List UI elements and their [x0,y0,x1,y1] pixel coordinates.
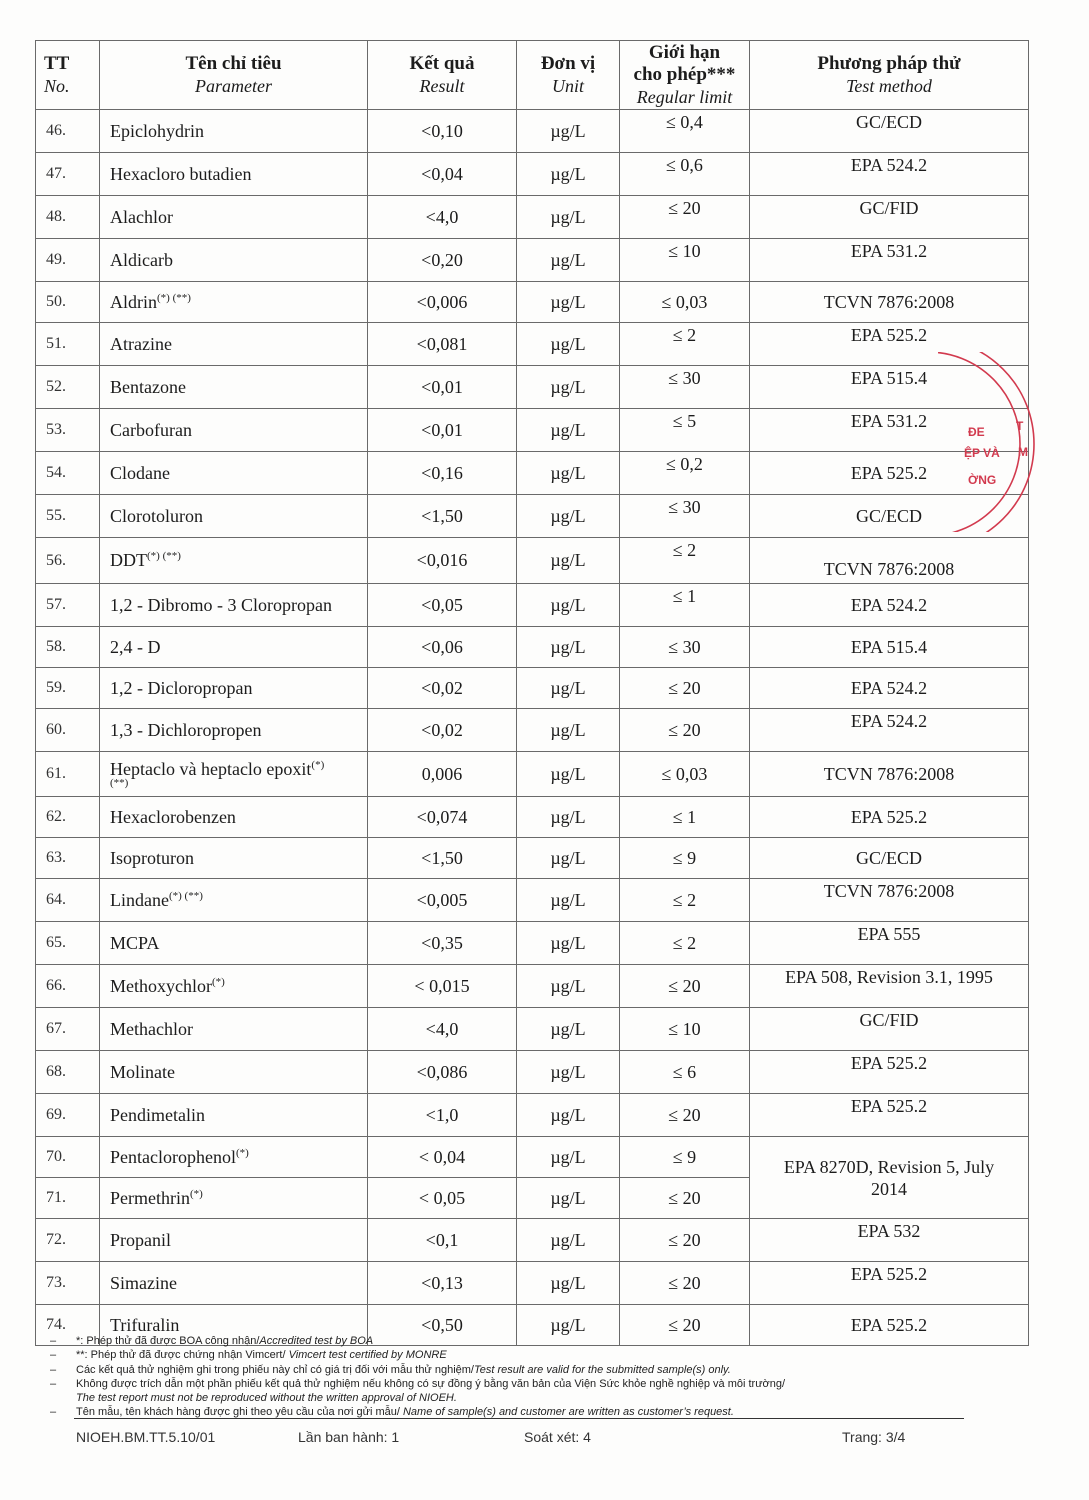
method-cell: EPA 525.2 [750,452,1029,495]
result-cell: <0,1 [368,1219,517,1262]
limit-cell: ≤ 30 [620,495,750,538]
table-row [36,1008,1029,1051]
result-cell: <0,02 [368,709,517,752]
unit-cell: µg/L [517,153,620,196]
result-cell: <0,01 [368,409,517,452]
unit-cell: µg/L [517,797,620,838]
row-number: 68. [36,1051,100,1094]
parameter-name: Methoxychlor [110,975,212,996]
footnote-marker-line2: (**) [110,777,129,789]
result-cell: <4,0 [368,196,517,239]
unit-cell: µg/L [517,366,620,409]
parameter-cell [100,282,368,323]
result-cell: <1,50 [368,838,517,879]
unit-cell: µg/L [517,1051,620,1094]
header-parameter: Tên chỉ tiêu Parameter [100,41,368,110]
limit-cell: ≤ 1 [620,797,750,838]
row-number: 54. [36,452,100,495]
unit-cell: µg/L [517,1178,620,1219]
table-row [36,495,1029,538]
method-cell: GC/ECD [750,495,1029,538]
parameter-name: Pentaclorophenol [110,1146,236,1167]
footnote-marker: (*) [211,975,225,988]
row-number: 71. [36,1178,100,1219]
limit-cell: ≤ 30 [620,366,750,409]
parameter-cell [100,627,368,668]
result-cell: <0,02 [368,668,517,709]
parameter-name: Carbofuran [110,419,192,440]
parameter-name: MCPA [110,932,160,953]
table-row [36,366,1029,409]
review: Soát xét: 4 [524,1429,591,1445]
parameter-name: Methachlor [110,1018,193,1039]
unit-cell: µg/L [517,879,620,922]
method-cell: GC/ECD [750,110,1029,153]
unit-cell: µg/L [517,282,620,323]
method-cell: EPA 525.2 [750,1094,1029,1137]
parameter-name: Alachlor [110,206,173,227]
results-table [35,40,1029,1346]
parameter-name: 1,3 - Dichloropropen [110,719,262,740]
stamp-text-fragment: ỜNG [968,473,997,487]
limit-cell: ≤ 0,6 [620,153,750,196]
limit-cell: ≤ 30 [620,627,750,668]
parameter-name: Isoproturon [110,847,194,868]
limit-cell: ≤ 9 [620,1137,750,1178]
table-row [36,838,1029,879]
row-number: 64. [36,879,100,922]
table-row [36,282,1029,323]
method-cell: EPA 525.2 [750,1262,1029,1305]
row-number: 58. [36,627,100,668]
footnotes [50,1334,980,1420]
parameter-cell [100,1262,368,1305]
result-cell: <0,006 [368,282,517,323]
parameter-name: Aldicarb [110,249,173,270]
parameter-cell [100,838,368,879]
unit-cell: µg/L [517,1219,620,1262]
note-validity: – Các kết quả thử nghiệm ghi trong phiếu này chỉ có giá trị đối với mẫu thử nghiệm/Test result are valid for the submitted sample(s) only. [50,1363,731,1376]
parameter-name: Hexacloro butadien [110,163,252,184]
table-header-row [36,41,1029,110]
parameter-name: Atrazine [110,333,172,354]
row-number: 47. [36,153,100,196]
parameter-name: Lindane [110,889,169,910]
note-vimcert: – **: Phép thử đã được chứng nhận Vimcert/ Vimcert test certified by MONRE [50,1349,447,1362]
method-cell: EPA 515.4 [750,627,1029,668]
parameter-name: Pendimetalin [110,1104,205,1125]
table-row [36,1137,1029,1178]
row-number: 60. [36,709,100,752]
result-cell: <0,16 [368,452,517,495]
row-number: 67. [36,1008,100,1051]
parameter-cell [100,538,368,584]
unit-cell: µg/L [517,752,620,797]
unit-cell: µg/L [517,495,620,538]
parameter-name: Aldrin [110,291,157,312]
parameter-name: Bentazone [110,376,186,397]
table-row [36,922,1029,965]
limit-cell: ≤ 20 [620,1219,750,1262]
result-cell: <4,0 [368,1008,517,1051]
header-no: TT No. [36,41,100,110]
row-number: 61. [36,752,100,797]
result-cell: < 0,04 [368,1137,517,1178]
note-accredited: – *: Phép thử đã được BOA công nhận/Accredited test by BOA [50,1335,374,1347]
parameter-cell [100,366,368,409]
unit-cell: µg/L [517,1008,620,1051]
stamp-text-fragment: M [1018,445,1028,459]
stamp-text-fragment: ỆP VÀ [964,446,1000,460]
row-number: 50. [36,282,100,323]
parameter-cell [100,922,368,965]
method-cell: EPA 524.2 [750,709,1029,752]
result-cell: < 0,015 [368,965,517,1008]
result-cell: <1,50 [368,495,517,538]
parameter-name: 1,2 - Dibromo - 3 Cloropropan [110,594,332,615]
form-code: NIOEH.BM.TT.5.10/01 [76,1429,216,1445]
method-cell: GC/FID [750,1008,1029,1051]
limit-cell: ≤ 2 [620,538,750,584]
table-row [36,1262,1029,1305]
parameter-cell [100,409,368,452]
row-number: 70. [36,1137,100,1178]
unit-cell: µg/L [517,538,620,584]
header-limit: Giới hạn cho phép*** Regular limit [620,41,750,110]
result-cell: <0,13 [368,1262,517,1305]
result-cell: <0,086 [368,1051,517,1094]
limit-cell: ≤ 20 [620,1094,750,1137]
unit-cell: µg/L [517,239,620,282]
result-cell: <0,06 [368,627,517,668]
table-row [36,965,1029,1008]
unit-cell: µg/L [517,965,620,1008]
unit-cell: µg/L [517,668,620,709]
header-result: Kết quả Result [368,41,517,110]
table-row [36,1094,1029,1137]
stamp-text-fragment: T [1016,419,1024,433]
table-row [36,584,1029,627]
limit-cell: ≤ 20 [620,1262,750,1305]
parameter-name: Heptaclo và heptaclo epoxit [110,759,312,779]
parameter-name: 1,2 - Dicloropropan [110,677,253,698]
limit-cell: ≤ 20 [620,1305,750,1346]
limit-cell: ≤ 6 [620,1051,750,1094]
table-row [36,668,1029,709]
table-row [36,709,1029,752]
unit-cell: µg/L [517,627,620,668]
edition: Lần ban hành: 1 [298,1429,400,1445]
header-unit: Đơn vị Unit [517,41,620,110]
limit-cell: ≤ 2 [620,323,750,366]
parameter-name: Clorotoluron [110,505,203,526]
limit-cell: ≤ 2 [620,922,750,965]
table-row [36,1219,1029,1262]
parameter-name: Clodane [110,462,170,483]
row-number: 52. [36,366,100,409]
unit-cell: µg/L [517,452,620,495]
limit-cell: ≤ 1 [620,584,750,627]
footnote-marker: (*) (**) [147,550,181,562]
method-cell: EPA 531.2 [750,239,1029,282]
table-row [36,752,1029,797]
parameter-cell [100,584,368,627]
parameter-name: Propanil [110,1229,171,1250]
footnote-marker: (*) (**) [168,889,203,902]
table-row [36,323,1029,366]
footnote-marker: (*) [235,1146,249,1159]
parameter-name: Epiclohydrin [110,120,204,141]
parameter-name: Hexaclorobenzen [110,806,236,827]
limit-cell: ≤ 20 [620,1178,750,1219]
table-row [36,797,1029,838]
row-number: 56. [36,538,100,584]
unit-cell: µg/L [517,1305,620,1346]
method-cell: EPA 525.2 [750,323,1029,366]
parameter-cell [100,196,368,239]
parameter-cell [100,495,368,538]
header-method: Phương pháp thử Test method [750,41,1029,110]
method-cell: TCVN 7876:2008 [750,282,1029,323]
row-number: 51. [36,323,100,366]
row-number: 69. [36,1094,100,1137]
table-row [36,879,1029,922]
result-cell: <0,005 [368,879,517,922]
result-cell: <0,01 [368,366,517,409]
result-cell: <0,10 [368,110,517,153]
method-cell: EPA 555 [750,922,1029,965]
parameter-cell [100,1094,368,1137]
row-number: 53. [36,409,100,452]
parameter-cell [100,1051,368,1094]
row-number: 62. [36,797,100,838]
method-cell: EPA 515.4 [750,366,1029,409]
method-cell: TCVN 7876:2008 [750,879,1029,922]
table-row [36,409,1029,452]
unit-cell: µg/L [517,110,620,153]
result-cell: <0,20 [368,239,517,282]
table-row [36,196,1029,239]
row-number: 57. [36,584,100,627]
method-cell: TCVN 7876:2008 [750,752,1029,797]
note-sample-name: – Tên mẫu, tên khách hàng được ghi theo yêu cầu của nơi gửi mẫu/ Name of sample(s) and customer are written as customer’s request. [50,1406,734,1419]
table-row [36,153,1029,196]
parameter-name: 2,4 - D [110,636,161,657]
limit-cell: ≤ 0,03 [620,282,750,323]
row-number: 49. [36,239,100,282]
row-number: 66. [36,965,100,1008]
parameter-cell [100,1219,368,1262]
parameter-cell [100,323,368,366]
limit-cell: ≤ 10 [620,1008,750,1051]
parameter-name: Permethrin [110,1187,190,1208]
method-cell: TCVN 7876:2008 [750,538,1029,584]
unit-cell: µg/L [517,1137,620,1178]
parameter-cell [100,965,368,1008]
limit-cell: ≤ 0,03 [620,752,750,797]
limit-cell: ≤ 0,4 [620,110,750,153]
row-number: 72. [36,1219,100,1262]
parameter-name: DDT [110,550,147,570]
footnote-marker: (*) [189,1187,203,1200]
method-cell: EPA 525.2 [750,797,1029,838]
row-number: 48. [36,196,100,239]
unit-cell: µg/L [517,1262,620,1305]
table-row [36,452,1029,495]
footnote-marker: (*) (**) [157,291,191,304]
unit-cell: µg/L [517,709,620,752]
row-number: 59. [36,668,100,709]
limit-cell: ≤ 20 [620,196,750,239]
result-cell: <0,50 [368,1305,517,1346]
page-number: Trang: 3/4 [842,1429,906,1445]
parameter-name: Simazine [110,1272,177,1293]
table-row [36,1051,1029,1094]
limit-cell: ≤ 20 [620,668,750,709]
limit-cell: ≤ 20 [620,965,750,1008]
row-number: 74. [36,1305,100,1346]
unit-cell: µg/L [517,323,620,366]
method-cell: EPA 508, Revision 3.1, 1995 [750,965,1029,1008]
unit-cell: µg/L [517,409,620,452]
parameter-cell [100,879,368,922]
parameter-name: Trifuralin [110,1314,180,1335]
unit-cell: µg/L [517,1094,620,1137]
method-cell: EPA 525.2 [750,1305,1029,1346]
row-number: 63. [36,838,100,879]
method-cell: EPA 525.2 [750,1051,1029,1094]
note-reproduction: – Không được trích dẫn một phần phiếu kết quả thử nghiệm nếu không có sự đồng ý bằng văn bản của Viện Sức khỏe nghề nghiệp và môi trường/ The test report must not be reproduced without the written approval of NIOEH. [50,1377,786,1405]
unit-cell: µg/L [517,196,620,239]
limit-cell: ≤ 0,2 [620,452,750,495]
parameter-cell [100,153,368,196]
method-cell: EPA 524.2 [750,668,1029,709]
row-number: 65. [36,922,100,965]
unit-cell: µg/L [517,838,620,879]
parameter-cell [100,110,368,153]
parameter-cell [100,752,368,797]
result-cell: <1,0 [368,1094,517,1137]
table-row [36,538,1029,584]
result-cell: <0,04 [368,153,517,196]
method-cell: EPA 524.2 [750,584,1029,627]
parameter-cell [100,709,368,752]
stamp-text-fragment: ĐE [968,425,985,439]
footer-divider [74,1418,964,1419]
limit-cell: ≤ 9 [620,838,750,879]
table-row [36,627,1029,668]
result-cell: <0,081 [368,323,517,366]
limit-cell: ≤ 10 [620,239,750,282]
result-cell: <0,074 [368,797,517,838]
method-cell: GC/ECD [750,838,1029,879]
parameter-cell [100,1008,368,1051]
parameter-cell [100,668,368,709]
result-cell: < 0,05 [368,1178,517,1219]
row-number: 73. [36,1262,100,1305]
limit-cell: ≤ 5 [620,409,750,452]
parameter-cell [100,797,368,838]
limit-cell: ≤ 2 [620,879,750,922]
parameter-cell [100,239,368,282]
limit-cell: ≤ 20 [620,709,750,752]
method-cell: EPA 531.2 [750,409,1029,452]
row-number: 55. [36,495,100,538]
method-cell: GC/FID [750,196,1029,239]
table-row [36,239,1029,282]
result-cell: <0,35 [368,922,517,965]
parameter-name: Molinate [110,1061,175,1082]
footnote-marker: (*) [311,759,325,771]
result-cell: 0,006 [368,752,517,797]
table-row [36,110,1029,153]
method-cell: EPA 532 [750,1219,1029,1262]
result-cell: <0,05 [368,584,517,627]
parameter-cell [100,1137,368,1178]
table-body [36,110,1029,1346]
method-cell: EPA 8270D, Revision 5, July 2014 [750,1137,1029,1219]
parameter-cell [100,452,368,495]
unit-cell: µg/L [517,584,620,627]
result-cell: <0,016 [368,538,517,584]
unit-cell: µg/L [517,922,620,965]
row-number: 46. [36,110,100,153]
method-cell: EPA 524.2 [750,153,1029,196]
parameter-cell [100,1178,368,1219]
